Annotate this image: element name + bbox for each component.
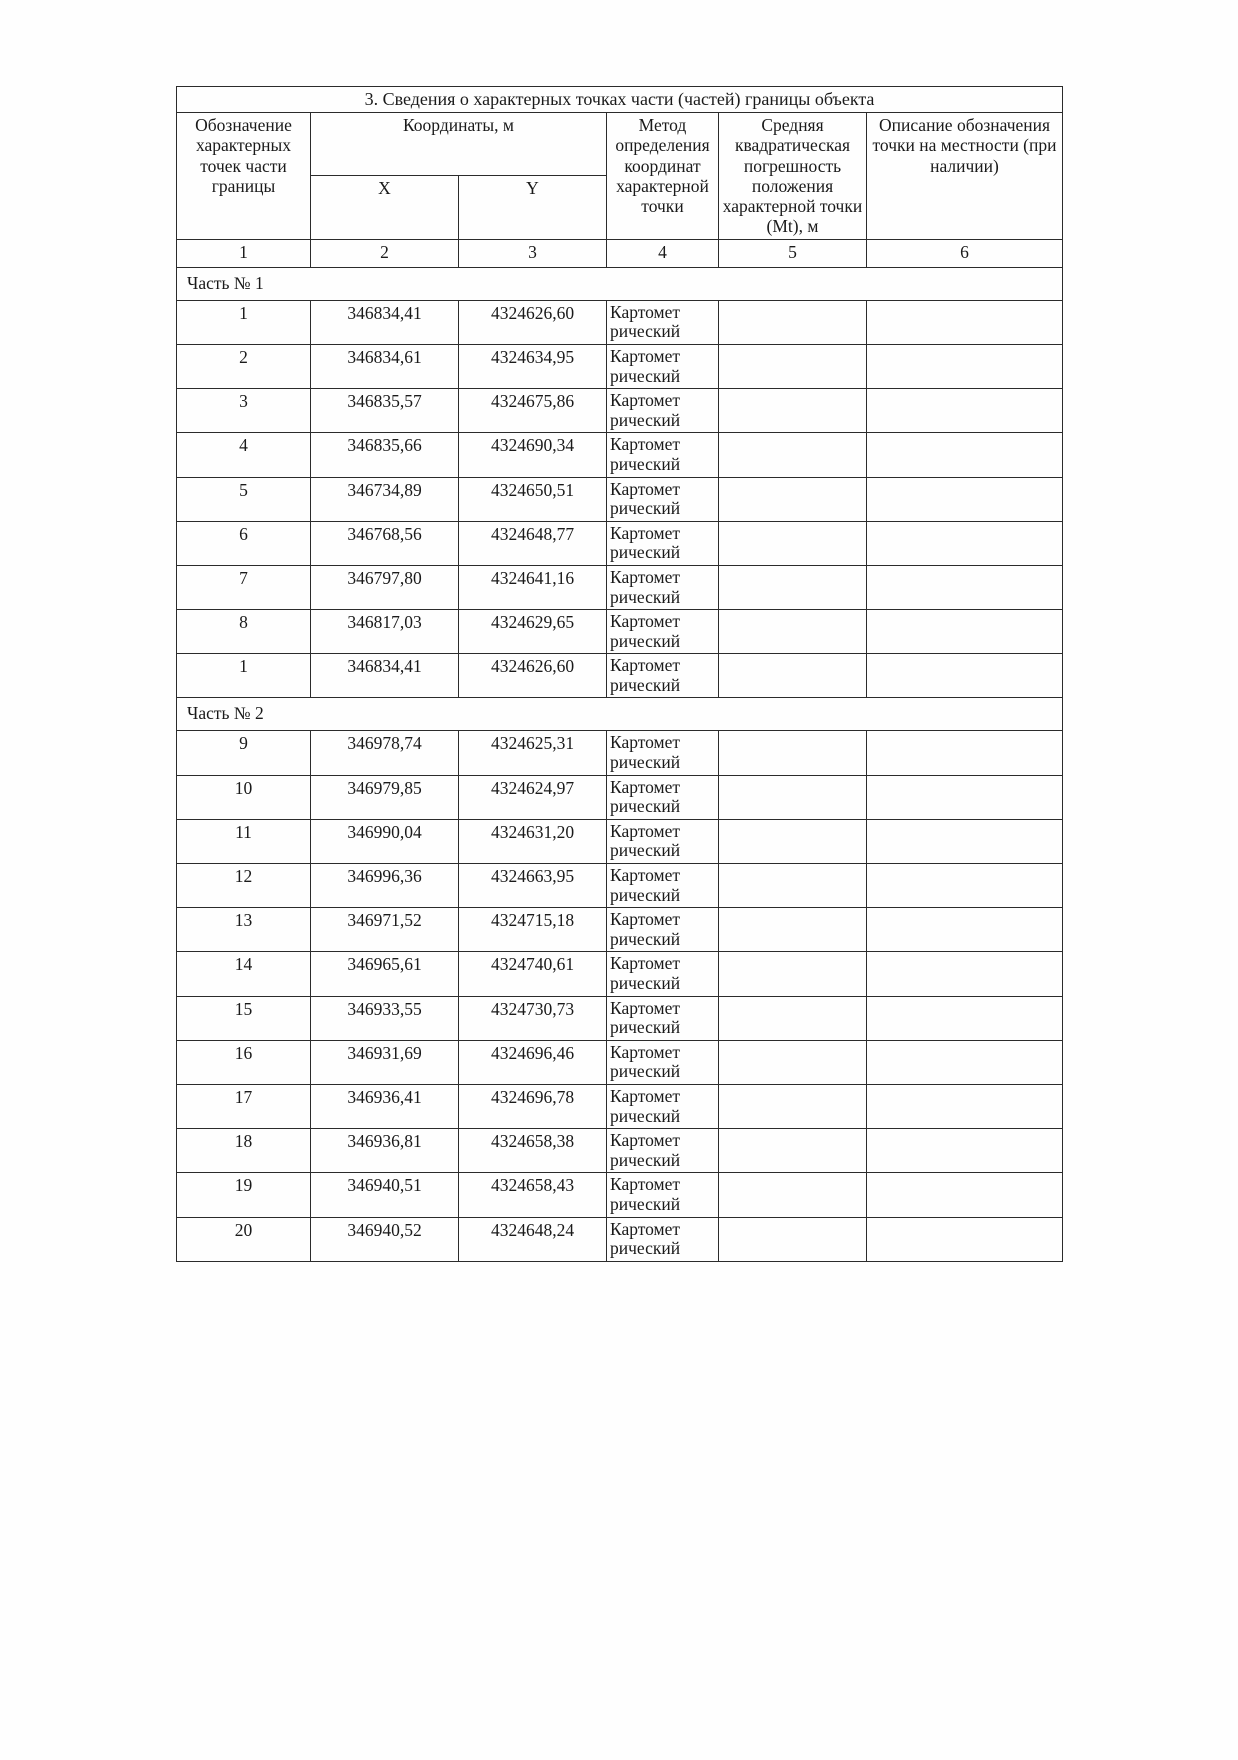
cell-point-number: 6	[177, 521, 311, 565]
cell-method: Картомет рический	[607, 952, 719, 996]
cell-coordinate-x: 346834,41	[311, 654, 459, 698]
cell-point-number: 1	[177, 300, 311, 344]
cell-method: Картомет рический	[607, 565, 719, 609]
cell-mean-square-error	[719, 521, 867, 565]
section-label-row	[177, 267, 1063, 300]
cell-mean-square-error	[719, 908, 867, 952]
cell-mean-square-error	[719, 731, 867, 775]
cell-point-number: 12	[177, 864, 311, 908]
cell-coordinate-x: 346979,85	[311, 775, 459, 819]
cell-coordinate-y: 4324650,51	[459, 477, 607, 521]
cell-point-number: 18	[177, 1129, 311, 1173]
cell-point-number: 2	[177, 344, 311, 388]
cell-method: Картомет рический	[607, 389, 719, 433]
column-number-1: 1	[177, 239, 311, 267]
cell-method: Картомет рический	[607, 654, 719, 698]
cell-mean-square-error	[719, 300, 867, 344]
header-point-designation: Обозначение характерных точек части границы	[177, 113, 311, 240]
cell-coordinate-x: 346768,56	[311, 521, 459, 565]
cell-description	[867, 389, 1063, 433]
cell-description	[867, 521, 1063, 565]
cell-coordinate-x: 346834,41	[311, 300, 459, 344]
cell-description	[867, 300, 1063, 344]
boundary-points-table	[176, 86, 1063, 1262]
cell-method: Картомет рический	[607, 521, 719, 565]
table-row	[177, 521, 1063, 565]
cell-coordinate-y: 4324631,20	[459, 819, 607, 863]
table-title-row	[177, 87, 1063, 113]
cell-method: Картомет рический	[607, 1217, 719, 1261]
cell-coordinate-x: 346931,69	[311, 1040, 459, 1084]
column-number-5: 5	[719, 239, 867, 267]
cell-method: Картомет рический	[607, 300, 719, 344]
cell-method: Картомет рический	[607, 1084, 719, 1128]
cell-method: Картомет рический	[607, 1040, 719, 1084]
column-number-2: 2	[311, 239, 459, 267]
cell-coordinate-y: 4324629,65	[459, 610, 607, 654]
cell-point-number: 20	[177, 1217, 311, 1261]
table-row	[177, 908, 1063, 952]
cell-coordinate-y: 4324634,95	[459, 344, 607, 388]
table-row	[177, 344, 1063, 388]
column-number-3: 3	[459, 239, 607, 267]
cell-mean-square-error	[719, 1173, 867, 1217]
header-description: Описание обозначения точки на местности (при наличии)	[867, 113, 1063, 240]
cell-method: Картомет рический	[607, 433, 719, 477]
cell-description	[867, 477, 1063, 521]
cell-coordinate-y: 4324696,46	[459, 1040, 607, 1084]
cell-coordinate-y: 4324641,16	[459, 565, 607, 609]
cell-method: Картомет рический	[607, 864, 719, 908]
cell-description	[867, 1129, 1063, 1173]
cell-point-number: 16	[177, 1040, 311, 1084]
cell-coordinate-y: 4324626,60	[459, 654, 607, 698]
cell-mean-square-error	[719, 1084, 867, 1128]
header-x: X	[311, 176, 459, 239]
cell-coordinate-y: 4324740,61	[459, 952, 607, 996]
cell-description	[867, 864, 1063, 908]
cell-description	[867, 1217, 1063, 1261]
cell-description	[867, 1084, 1063, 1128]
cell-method: Картомет рический	[607, 610, 719, 654]
cell-point-number: 14	[177, 952, 311, 996]
column-number-6: 6	[867, 239, 1063, 267]
cell-mean-square-error	[719, 996, 867, 1040]
cell-point-number: 7	[177, 565, 311, 609]
cell-description	[867, 654, 1063, 698]
table-row	[177, 819, 1063, 863]
cell-mean-square-error	[719, 344, 867, 388]
cell-description	[867, 1173, 1063, 1217]
cell-point-number: 13	[177, 908, 311, 952]
cell-point-number: 17	[177, 1084, 311, 1128]
cell-method: Картомет рический	[607, 477, 719, 521]
cell-coordinate-y: 4324658,43	[459, 1173, 607, 1217]
column-number-4: 4	[607, 239, 719, 267]
header-mean-square-error: Средняя квадратическая погрешность положения характерной точки (Mt), м	[719, 113, 867, 240]
header-method: Метод определения координат характерной точки	[607, 113, 719, 240]
cell-coordinate-y: 4324663,95	[459, 864, 607, 908]
cell-description	[867, 565, 1063, 609]
table-row	[177, 610, 1063, 654]
table-row	[177, 389, 1063, 433]
cell-point-number: 19	[177, 1173, 311, 1217]
cell-mean-square-error	[719, 565, 867, 609]
table-row	[177, 731, 1063, 775]
table-row	[177, 952, 1063, 996]
table-row	[177, 1040, 1063, 1084]
cell-coordinate-y: 4324715,18	[459, 908, 607, 952]
table-row	[177, 775, 1063, 819]
cell-point-number: 8	[177, 610, 311, 654]
table-row	[177, 477, 1063, 521]
header-coordinates-group: Координаты, м	[311, 113, 607, 176]
cell-coordinate-x: 346940,51	[311, 1173, 459, 1217]
cell-coordinate-x: 346940,52	[311, 1217, 459, 1261]
cell-point-number: 9	[177, 731, 311, 775]
cell-mean-square-error	[719, 1217, 867, 1261]
table-row	[177, 864, 1063, 908]
table-row	[177, 565, 1063, 609]
cell-coordinate-x: 346797,80	[311, 565, 459, 609]
cell-mean-square-error	[719, 477, 867, 521]
cell-method: Картомет рический	[607, 819, 719, 863]
table-row	[177, 1084, 1063, 1128]
table-row	[177, 654, 1063, 698]
cell-description	[867, 433, 1063, 477]
cell-coordinate-x: 346965,61	[311, 952, 459, 996]
cell-method: Картомет рический	[607, 731, 719, 775]
cell-mean-square-error	[719, 389, 867, 433]
cell-mean-square-error	[719, 1040, 867, 1084]
cell-method: Картомет рический	[607, 1173, 719, 1217]
cell-method: Картомет рический	[607, 996, 719, 1040]
header-y: Y	[459, 176, 607, 239]
cell-description	[867, 610, 1063, 654]
cell-point-number: 1	[177, 654, 311, 698]
cell-description	[867, 344, 1063, 388]
cell-description	[867, 908, 1063, 952]
table-row	[177, 1173, 1063, 1217]
cell-mean-square-error	[719, 433, 867, 477]
cell-description	[867, 996, 1063, 1040]
table-row	[177, 996, 1063, 1040]
cell-coordinate-y: 4324658,38	[459, 1129, 607, 1173]
cell-coordinate-y: 4324675,86	[459, 389, 607, 433]
column-number-row	[177, 239, 1063, 267]
cell-mean-square-error	[719, 654, 867, 698]
cell-coordinate-x: 346835,66	[311, 433, 459, 477]
cell-coordinate-x: 346996,36	[311, 864, 459, 908]
cell-mean-square-error	[719, 864, 867, 908]
cell-point-number: 15	[177, 996, 311, 1040]
cell-mean-square-error	[719, 610, 867, 654]
cell-mean-square-error	[719, 775, 867, 819]
cell-mean-square-error	[719, 1129, 867, 1173]
cell-coordinate-x: 346835,57	[311, 389, 459, 433]
cell-coordinate-x: 346933,55	[311, 996, 459, 1040]
cell-mean-square-error	[719, 819, 867, 863]
table-row	[177, 1217, 1063, 1261]
cell-description	[867, 819, 1063, 863]
cell-coordinate-y: 4324626,60	[459, 300, 607, 344]
section-label-row	[177, 698, 1063, 731]
cell-point-number: 11	[177, 819, 311, 863]
table-row	[177, 300, 1063, 344]
table-header-row-1	[177, 113, 1063, 176]
cell-point-number: 10	[177, 775, 311, 819]
cell-coordinate-x: 346936,81	[311, 1129, 459, 1173]
cell-mean-square-error	[719, 952, 867, 996]
cell-coordinate-y: 4324648,24	[459, 1217, 607, 1261]
cell-method: Картомет рический	[607, 344, 719, 388]
cell-coordinate-y: 4324624,97	[459, 775, 607, 819]
cell-coordinate-x: 346817,03	[311, 610, 459, 654]
cell-coordinate-y: 4324625,31	[459, 731, 607, 775]
cell-coordinate-x: 346978,74	[311, 731, 459, 775]
cell-coordinate-y: 4324690,34	[459, 433, 607, 477]
section-label: Часть № 2	[177, 698, 1063, 731]
cell-description	[867, 1040, 1063, 1084]
cell-coordinate-y: 4324648,77	[459, 521, 607, 565]
cell-coordinate-x: 346834,61	[311, 344, 459, 388]
cell-method: Картомет рический	[607, 908, 719, 952]
cell-coordinate-x: 346936,41	[311, 1084, 459, 1128]
cell-method: Картомет рический	[607, 1129, 719, 1173]
section-title: 3. Сведения о характерных точках части (частей) границы объекта	[177, 87, 1063, 113]
cell-description	[867, 952, 1063, 996]
cell-description	[867, 775, 1063, 819]
section-label: Часть № 1	[177, 267, 1063, 300]
cell-coordinate-y: 4324730,73	[459, 996, 607, 1040]
cell-point-number: 5	[177, 477, 311, 521]
cell-method: Картомет рический	[607, 775, 719, 819]
cell-coordinate-x: 346971,52	[311, 908, 459, 952]
cell-coordinate-x: 346990,04	[311, 819, 459, 863]
cell-description	[867, 731, 1063, 775]
table-row	[177, 1129, 1063, 1173]
cell-point-number: 4	[177, 433, 311, 477]
cell-coordinate-y: 4324696,78	[459, 1084, 607, 1128]
cell-point-number: 3	[177, 389, 311, 433]
table-row	[177, 433, 1063, 477]
cell-coordinate-x: 346734,89	[311, 477, 459, 521]
